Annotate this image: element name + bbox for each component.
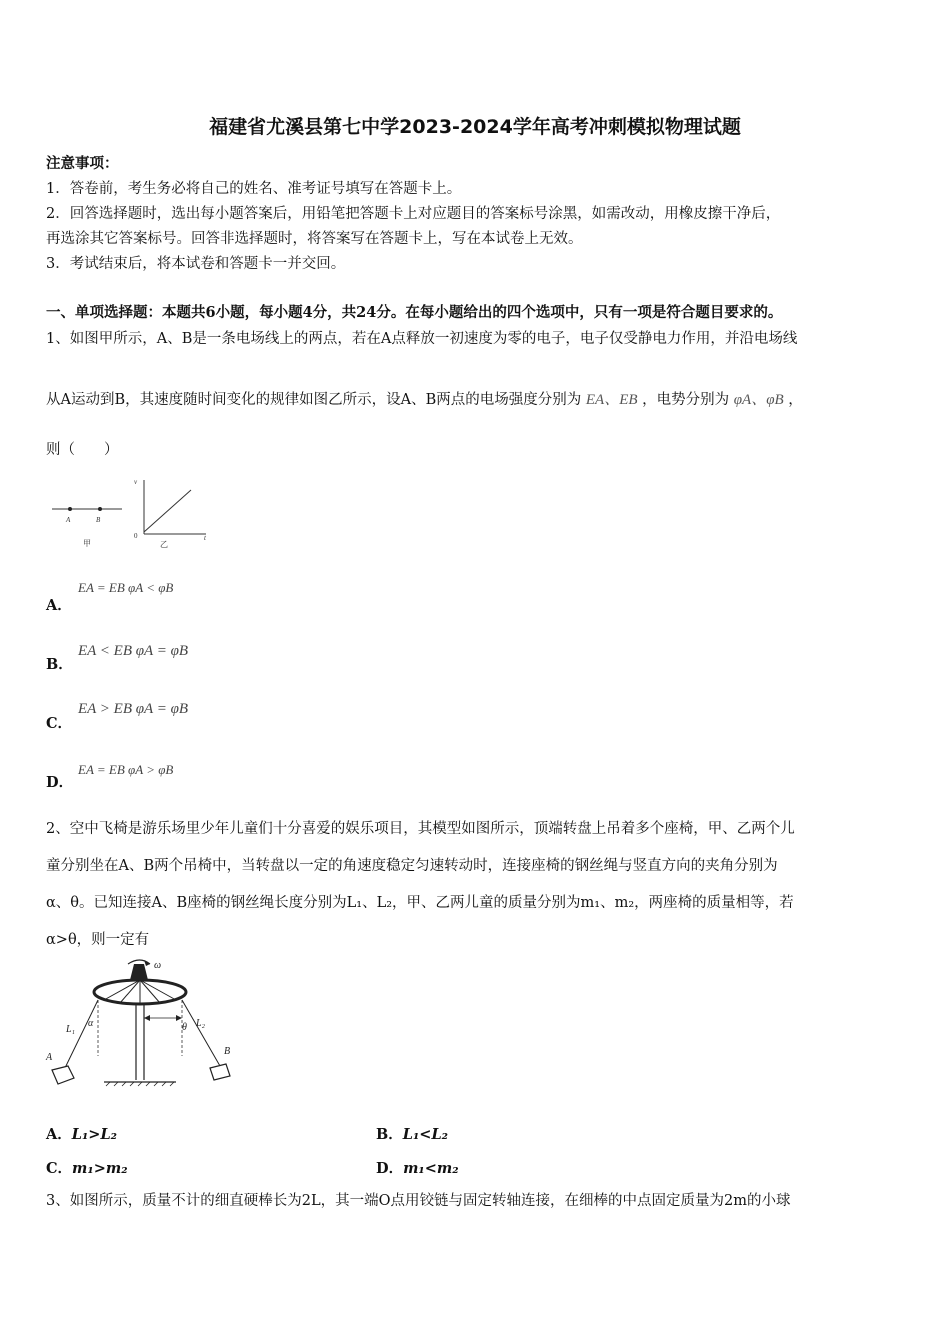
label-alpha: α	[88, 1018, 94, 1029]
q2-option-d-text: m₁<m₂	[403, 1160, 459, 1177]
label-l2: L₂	[196, 1018, 206, 1029]
q1-potential-symbols: φA、φB	[733, 392, 784, 408]
q2-option-b	[376, 1123, 448, 1144]
q1-option-a-math: EA = EB φA < φB	[78, 580, 174, 595]
q1-option-d-label: D．	[46, 774, 74, 791]
v-axis-label: v	[134, 478, 138, 486]
q2-option-a-label: A．	[46, 1126, 72, 1143]
point-a-dot	[68, 507, 72, 511]
q1-option-d-math: EA = EB φA > φB	[78, 762, 174, 777]
t-axis-label: t	[204, 534, 206, 542]
seat-b	[210, 1064, 230, 1080]
origin-label: 0	[134, 532, 138, 540]
q2-option-d	[376, 1157, 459, 1178]
q2-option-b-text: L₁<L₂	[402, 1126, 449, 1143]
rope-l2	[182, 1000, 220, 1066]
seat-a	[52, 1066, 74, 1084]
rope-l1	[64, 1000, 98, 1070]
notice-item-1: 1．答卷前，考生务必将自己的姓名、准考证号填写在答题卡上。	[46, 181, 462, 197]
q2-option-a-text: L₁>L₂	[71, 1126, 118, 1143]
page-title: 福建省尤溪县第七中学2023-2024学年高考冲刺模拟物理试题	[209, 116, 741, 138]
velocity-line	[144, 490, 191, 532]
label-l1: L₁	[66, 1024, 76, 1035]
q2-option-c	[46, 1157, 128, 1178]
fig-jia-label: 甲	[83, 539, 91, 548]
omega-label: ω	[154, 960, 162, 971]
notice-item-3: 3．考试结束后，将本试卷和答题卡一并交回。	[46, 256, 346, 272]
q2-stem-line4: α>θ，则一定有	[46, 932, 150, 948]
q1-option-b-math: EA < EB φA = φB	[78, 643, 189, 659]
point-b-dot	[98, 507, 102, 511]
spoke	[120, 980, 140, 1003]
q1-option-c-math: EA > EB φA = φB	[78, 701, 189, 717]
spoke	[140, 980, 160, 1003]
q1-stem-line1: 1、如图甲所示，A、B是一条电场线上的两点，若在A点释放一初速度为零的电子，电子仅受静电力作用，并沿电场线	[46, 331, 798, 347]
q1-option-b-label: B．	[46, 656, 73, 673]
q1-option-c-label: C．	[46, 715, 73, 732]
q2-option-c-label: C．	[46, 1160, 73, 1177]
label-b: B	[224, 1046, 231, 1057]
q1-stem-text-a: 从A运动到B，其速度随时间变化的规律如图乙所示，设A、B两点的电场强度分别为	[46, 392, 582, 408]
q1-stem-text-b: ，电势分别为	[642, 392, 730, 408]
q2-stem-line3: α、θ。已知连接A、B座椅的钢丝绳长度分别为L₁、L₂，甲、乙两儿童的质量分别为m₁、m₂，两座椅的质量相等，若	[46, 895, 794, 911]
q2-option-c-text: m₁>m₂	[72, 1160, 128, 1177]
radius-arrowhead-left	[144, 1015, 150, 1021]
q2-option-d-label: D．	[376, 1160, 404, 1177]
point-b-label: B	[96, 516, 101, 524]
notice-item-2-cont: 再选涂其它答案标号。回答非选择题时，将答案写在答题卡上，写在本试卷上无效。	[46, 231, 583, 247]
notice-item-2: 2．回答选择题时，选出每小题答案后，用铅笔把答题卡上对应题目的答案标号涂黑，如需改动，用橡皮擦干净后，	[46, 206, 781, 222]
q1-stem-text-c: ，	[788, 392, 803, 408]
fig-yi-label: 乙	[160, 540, 168, 549]
q2-figure	[44, 956, 244, 1092]
q1-field-strength-symbols: EA、EB	[585, 392, 638, 408]
q1-figure	[46, 472, 226, 552]
q2-stem-line2: 童分别坐在A、B两个吊椅中，当转盘以一定的角速度稳定匀速转动时，连接座椅的钢丝绳与竖直方向的夹角分别为	[46, 858, 778, 874]
q2-option-b-label: B．	[376, 1126, 403, 1143]
label-a: A	[46, 1052, 53, 1063]
q2-stem-line1: 2、空中飞椅是游乐场里少年儿童们十分喜爱的娱乐项目，其模型如图所示，顶端转盘上吊着多个座椅，甲、乙两个儿	[46, 821, 795, 837]
q1-stem-line2	[46, 388, 803, 409]
point-a-label: A	[66, 516, 71, 524]
section-heading: 一、单项选择题：本题共6小题，每小题4分，共24分。在每小题给出的四个选项中，只有一项是符合题目要求的。	[46, 304, 783, 321]
q3-stem-line1: 3、如图所示，质量不计的细直硬棒长为2L，其一端O点用铰链与固定转轴连接，在细棒的中点固定质量为2m的小球	[46, 1193, 791, 1209]
q1-stem-line3: 则（ ）	[46, 442, 119, 458]
q2-option-a	[46, 1123, 117, 1144]
label-theta: θ	[182, 1022, 187, 1033]
q1-option-a-label: A．	[46, 597, 72, 614]
radius-arrowhead-right	[176, 1015, 182, 1021]
notice-heading: 注意事项：	[46, 155, 119, 172]
top-hub	[130, 964, 148, 980]
